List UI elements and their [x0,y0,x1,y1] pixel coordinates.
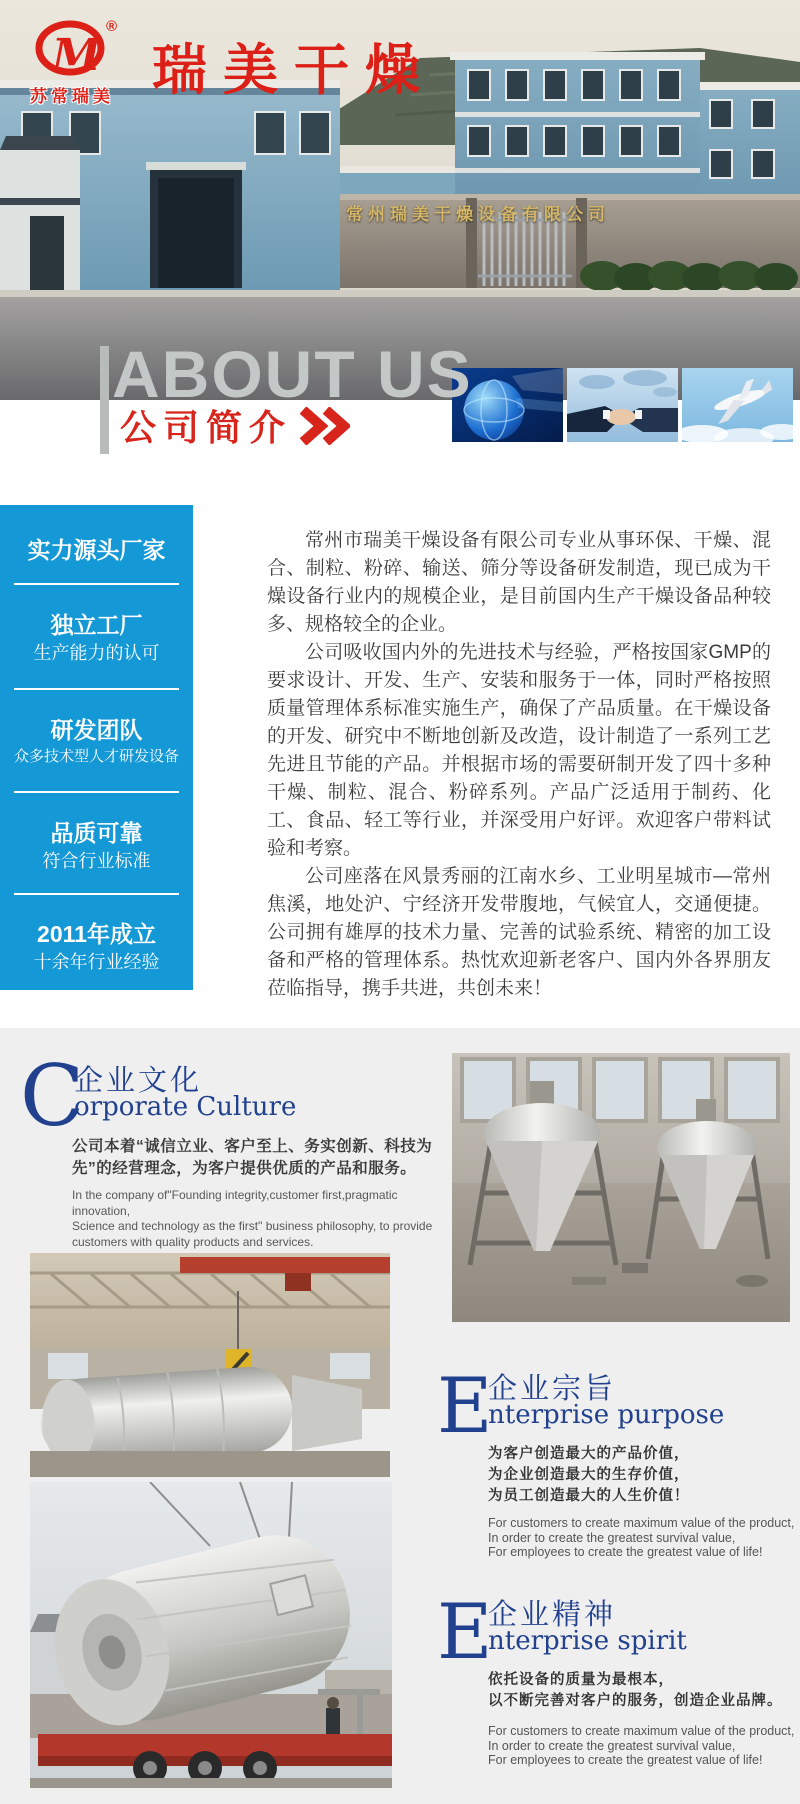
purpose-zh-line: 为员工创造最大的人生价值！ [488,1488,690,1504]
company-intro-title [120,400,350,451]
purpose-en-line: For employees to create the greatest value of life! [488,1545,763,1559]
cone-mixers-scene [452,1053,790,1322]
sidebar-item-rd-team-sub: 众多技术型人才研发设备 [13,748,179,765]
spirit-title-zh: 企业精神 [488,1599,617,1631]
sidebar-item-rd-team: 研发团队 [50,717,143,743]
company-intro-title-text: 公司简介 [120,407,293,448]
sidebar-divider [14,583,179,585]
factory-interior-scene [30,1253,390,1477]
registered-mark: ® [106,18,118,35]
airplane-thumbnail [682,368,793,442]
handshake-icon [567,368,678,442]
purpose-title-zh: 企业宗旨 [488,1373,617,1405]
purpose-title-en: nterprise purpose [488,1400,725,1430]
sidebar-item-independent-factory: 独立工厂 [50,612,143,638]
purpose-en-line: In order to create the greatest survival value, [488,1530,736,1545]
purpose-drop-cap: E [437,1361,493,1450]
brand-calligraphy: 瑞美干燥 [152,37,437,102]
culture-en-line: Science and technology as the first" business philosophy, to provide [72,1219,433,1233]
sidebar-item-source-factory: 实力源头厂家 [27,537,166,563]
shipping-scene [30,1482,392,1788]
rm-logo [30,18,150,84]
airplane-icon [682,368,793,442]
intro-paragraph-2: 公司吸收国内外的先进技术与经验，严格按国家GMP的要求设计、开发、生产、安装和服务于一体，同时严格按照质量管理体系标准实施生产，确保了产品质量。在干燥设备的开发、研究中不断地创新及改造，设计制造了一系列工艺先进且节能的产品。并根据市场的需要研制开发了四十多种干燥、制粒、混合、粉碎系列。产品广泛适用于制药、化工、食品、轻工等行业，并深受用户好评。欢迎客户带料试验和考察。 [267,642,771,859]
intro-paragraph-3: 公司座落在风景秀丽的江南水乡、工业明星城市—常州焦溪，地处沪、宁经济开发带腹地，气候宜人，交通便捷。公司拥有雄厚的技术力量、完善的试验系统、精密的加工设备和严格的管理体系。热忱欢迎新老客户、国内外各界朋友莅临指导，携手共进，共创未来！ [267,866,771,999]
purpose-en-text [488,1516,794,1560]
cone-mixers-photo [452,1053,790,1322]
spirit-zh-line: 以不断完善对客户的服务，创造企业品牌。 [488,1693,783,1709]
culture-en-line: In the company of"Founding integrity,customer first,pragmatic innovation, [72,1188,398,1218]
sidebar-item-quality: 品质可靠 [50,820,143,846]
handshake-thumbnail [567,368,678,442]
sidebar-divider [14,688,179,690]
sidebar-item-founded-2011-sub: 十余年行业经验 [33,952,160,972]
company-intro-text [267,527,771,1003]
about-us-title: ABOUT US [112,337,473,411]
spirit-drop-cap: E [437,1587,493,1676]
equipment-shipping-photo [30,1482,392,1788]
factory-wall-sign: 常州瑞美干燥设备有限公司 [346,205,610,224]
spirit-zh-text [488,1670,783,1712]
culture-en-line: customers with quality products and services. [72,1234,314,1249]
factory-interior-photo [30,1253,390,1477]
spirit-title-en: nterprise spirit [488,1626,687,1656]
strengths-sidebar [0,505,193,990]
purpose-zh-line: 为客户创造最大的产品价值， [488,1446,690,1462]
spirit-en-text [488,1724,794,1768]
purpose-zh-line: 为企业创造最大的生存价值， [488,1467,690,1483]
double-chevron-right-icon [298,407,350,445]
sidebar-divider [14,893,179,895]
purpose-zh-text [488,1444,690,1507]
culture-title-en: orporate Culture [74,1092,297,1122]
sidebar-divider [14,791,179,793]
sidebar-item-quality-sub: 符合行业标准 [42,851,151,871]
spirit-en-line: In order to create the greatest survival value, [488,1738,736,1753]
culture-en-text [72,1188,452,1250]
intro-paragraph-1: 常州市瑞美干燥设备有限公司专业从事环保、干燥、混合、制粒、粉碎、输送、筛分等设备研发制造，现已成为干燥设备行业内的规模企业，是目前国内生产干燥设备品种较多、规格较全的企业。 [267,530,771,635]
header-accent-bar [100,346,109,454]
spirit-en-line: For customers to create maximum value of the product, [488,1724,795,1738]
logo-caption: 苏常瑞美 [30,87,114,106]
spirit-zh-line: 依托设备的质量为最根本， [488,1672,674,1688]
spirit-en-line: For employees to create the greatest value of life! [488,1753,763,1767]
rm-logo-mark-icon [30,18,150,84]
sidebar-item-independent-factory-sub: 生产能力的认可 [33,643,160,663]
culture-title-zh: 企业文化 [74,1065,203,1097]
purpose-en-line: For customers to create maximum value of the product, [488,1516,795,1530]
culture-zh-text: 公司本着“诚信立业、客户至上、务实创新、科技为先”的经营理念，为客户提供优质的产品和服务。 [72,1138,433,1177]
sidebar-item-founded-2011: 2011年成立 [37,921,156,947]
culture-drop-cap: C [20,1047,85,1145]
svg-text:M: M [52,30,101,81]
